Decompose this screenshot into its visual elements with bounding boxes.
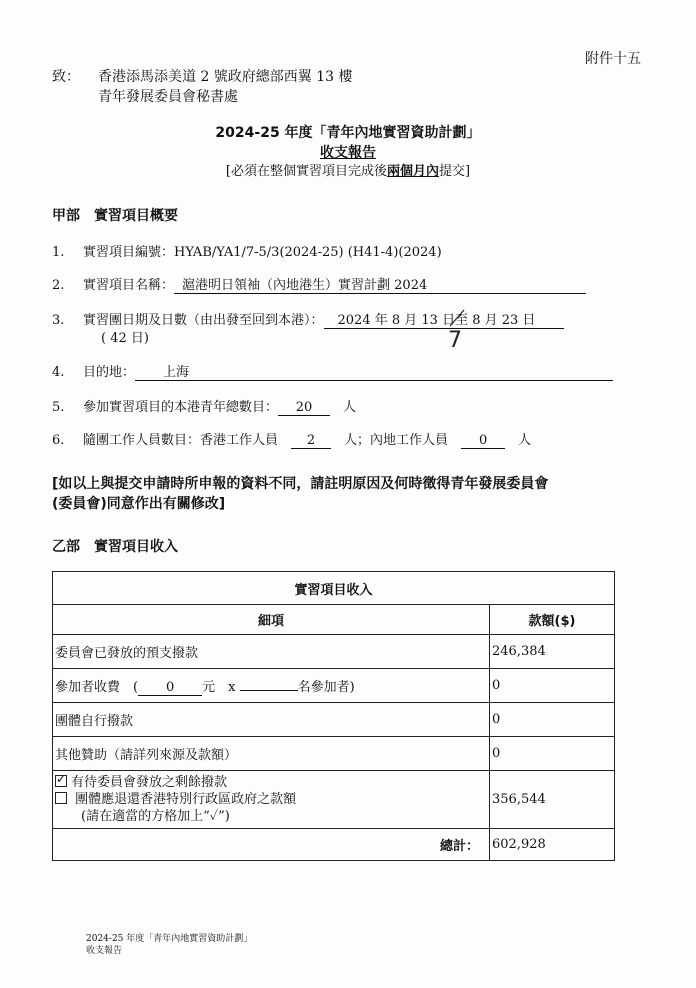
balance-row [53,771,615,829]
table-row [53,635,615,669]
youth-count: 20 [278,400,330,416]
total-label: 總計： [53,829,490,861]
total-amount: 602,928 [490,829,615,861]
to-address: 香港添馬添美道 2 號政府總部西翼 13 樓 [98,69,353,85]
row-item: 委員會已發放的預支撥款 [53,635,490,669]
notice-line-1: [如以上與提交申請時所申報的資料不同，請註明原因及何時徵得青年發展委員會 [52,476,549,492]
notice-line-2: (委員會)同意作出有關修改] [52,496,226,512]
row-amount: 0 [490,669,615,703]
table-header-row [53,605,615,635]
item-6: 6. 隨團工作人員數目：香港工作人員 2 人；內地工作人員 0 人 [52,433,532,448]
table-row [53,703,615,737]
report-subtitle: 收支報告 [320,145,376,161]
deadline-emphasis: 兩個月內 [386,164,439,179]
part-b-heading: 乙部 實習項目收入 [52,539,178,555]
balance-option-2: 團體應退還香港特別行政區政府之款額 [75,792,297,807]
part-a-heading: 甲部 實習項目概要 [52,208,178,224]
row-amount: 0 [490,737,615,771]
project-dates: 2024 年 8 月 13 日至 8 月 23 日 [324,313,564,329]
table-row [53,669,615,703]
fee-per-participant: 0 [138,680,202,696]
project-number: HYAB/YA1/7-5/3(2024-25) (H41-4)(2024) [174,245,442,260]
strike-mark-icon [446,308,470,328]
project-name: 滬港明日領袖（內地港生）實習計劃 2024 [174,278,586,294]
participant-count [240,690,298,691]
mainland-staff-count: 0 [461,433,505,449]
column-header-amount: 款額($) [490,605,615,635]
checkbox-refund-icon[interactable] [55,792,67,804]
row-item: 團體自行撥款 [53,703,490,737]
table-row [53,737,615,771]
annex-label: 附件十五 [585,51,641,67]
destination: 上海 [135,365,613,381]
income-table [52,571,615,861]
column-header-item: 細項 [53,605,490,635]
row-amount: 0 [490,703,615,737]
checkbox-balance-checked-icon[interactable] [55,775,67,787]
row-amount: 246,384 [490,635,615,669]
project-days: ( 42 日) [101,331,149,346]
item-1: 1. 實習項目編號：HYAB/YA1/7-5/3(2024-25) (H41-4)(2024) [52,245,442,260]
handwritten-correction: 7 [448,328,462,353]
item-2: 2. 實習項目名稱： 滬港明日領袖（內地港生）實習計劃 2024 [52,274,586,294]
to-office: 青年發展委員會秘書處 [98,89,238,105]
table-caption: 實習項目收入 [53,572,615,605]
balance-option-1: 有待委員會發放之剩餘撥款 [71,775,228,790]
footer-line-2: 收支報告 [86,946,123,956]
table-caption-row [53,572,615,605]
hk-staff-count: 2 [291,433,331,449]
total-row [53,829,615,861]
row-item: 其他贊助（請詳列來源及款額） [53,737,490,771]
item-5: 5. 參加實習項目的本港青年總數目： 20 人 [52,400,357,415]
row-item: 參加者收費 ( 0 元 x 名參加者) [53,669,490,703]
report-title: 2024-25 年度「青年內地實習資助計劃」 [215,125,481,141]
footer-line-1: 2024-25 年度「青年內地實習資助計劃」 [86,934,253,944]
balance-amount: 356,544 [490,771,615,829]
item-3: 3. 實習團日期及日數（由出發至回到本港）： 2024 年 8 月 13 日至 8 月 23 日 [52,309,564,329]
submission-note: [必須在整個實習項目完成後兩個月內提交] [225,164,471,179]
checkbox-instruction: (請在適當的方格加上“✓”) [81,809,230,824]
to-label: 致： [52,69,80,85]
item-4: 4. 目的地： 上海 [52,361,613,381]
